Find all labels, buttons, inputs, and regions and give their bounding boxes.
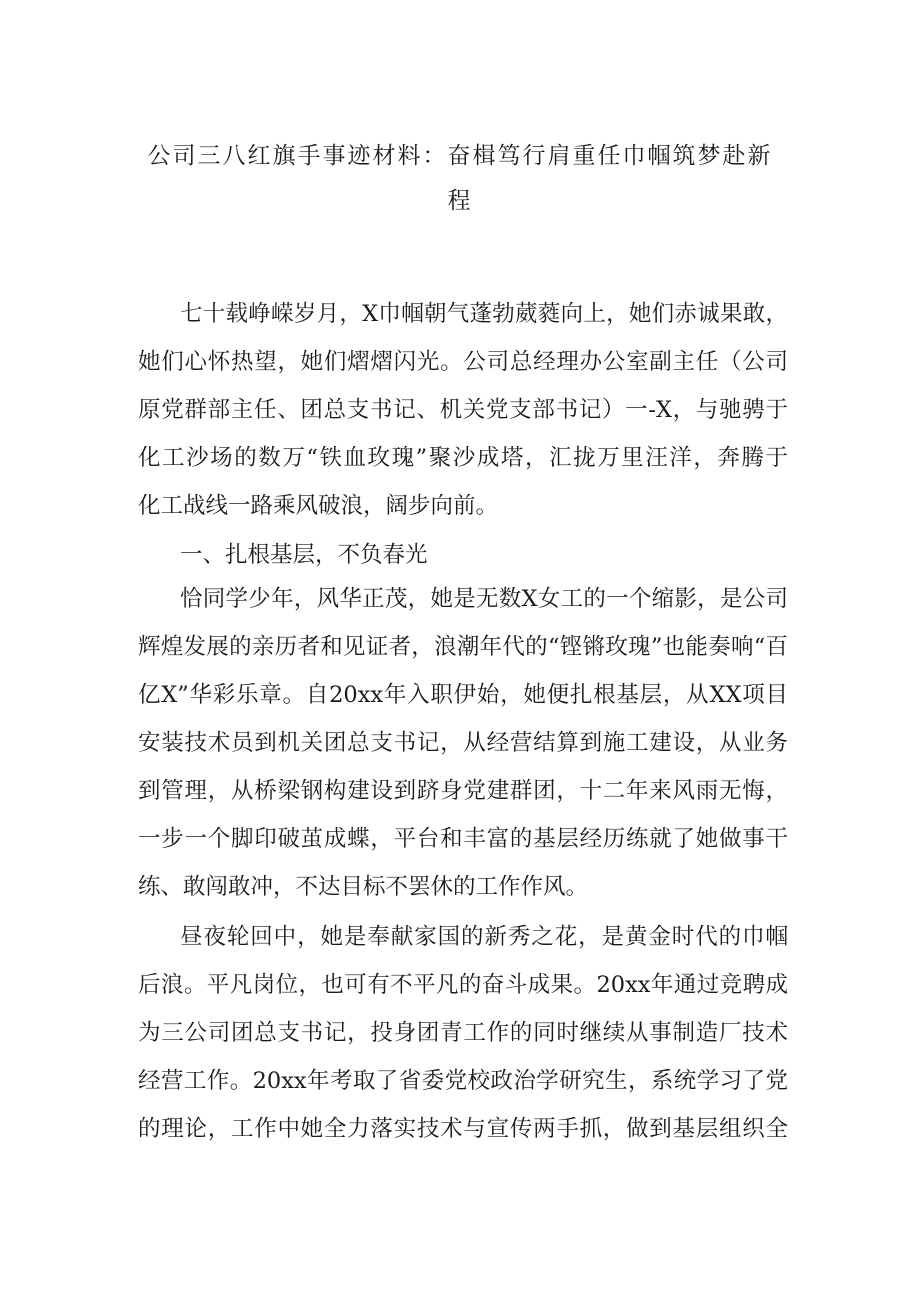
- text-line: 原党群部主任、团总支书记、机关党支部书记）一-X，与驰骋于: [138, 397, 788, 423]
- text-line: 她们心怀热望，她们熠熠闪光。公司总经理办公室副主任（公司: [138, 349, 788, 375]
- section-heading: [138, 531, 788, 579]
- text-line: 为三公司团总支书记，投身团青工作的同时继续从事制造厂技术: [138, 1020, 788, 1046]
- text-line: 辉煌发展的亲历者和见证者，浪潮年代的“铿锵玫瑰”也能奏响“百: [138, 634, 788, 660]
- text-line: 安装技术员到机关团总支书记，从经营结算到施工建设，从业务: [138, 730, 788, 756]
- text-line: 后浪。平凡岗位，也可有不平凡的奋斗成果。20xx年通过竞聘成: [138, 972, 788, 998]
- text-line: 的理论，工作中她全力落实技术与宣传两手抓，做到基层组织全: [138, 1116, 788, 1142]
- text-line: 昼夜轮回中，她是奉献家国的新秀之花，是黄金时代的巾帼: [180, 924, 788, 950]
- text-line: 化工沙场的数万“铁血玫瑰”聚沙成塔，汇拢万里汪洋，奔腾于: [138, 445, 788, 471]
- text-line: 七十载峥嵘岁月，X巾帼朝气蓬勃葳蕤向上，她们赤诚果敢，: [180, 301, 788, 327]
- section-heading-text: 一、扎根基层，不负春光: [180, 542, 428, 568]
- paragraph-2: [138, 913, 788, 1153]
- paragraph-1: [138, 575, 788, 911]
- text-line: 一步一个脚印破茧成蝶，平台和丰富的基层经历练就了她做事干: [138, 826, 788, 852]
- text-line: 到管理，从桥梁钢构建设到跻身党建群团，十二年来风雨无悔，: [138, 778, 788, 804]
- text-line: 亿X”华彩乐章。自20xx年入职伊始，她便扎根基层，从XX项目: [138, 682, 788, 708]
- intro-paragraph: [138, 290, 788, 530]
- text-line: 练、敢闯敢冲，不达目标不罢休的工作作风。: [138, 874, 589, 900]
- document-title-line1: 公司三八红旗手事迹材料：奋楫笃行肩重任巾帼筑梦赴新: [147, 143, 773, 169]
- text-line: 经营工作。20xx年考取了省委党校政治学研究生，系统学习了党: [138, 1068, 788, 1094]
- text-line: 恰同学少年，风华正茂，她是无数X女工的一个缩影，是公司: [180, 586, 788, 612]
- document-title-line2: 程: [447, 188, 473, 214]
- text-line: 化工战线一路乘风破浪，阔步向前。: [138, 493, 499, 519]
